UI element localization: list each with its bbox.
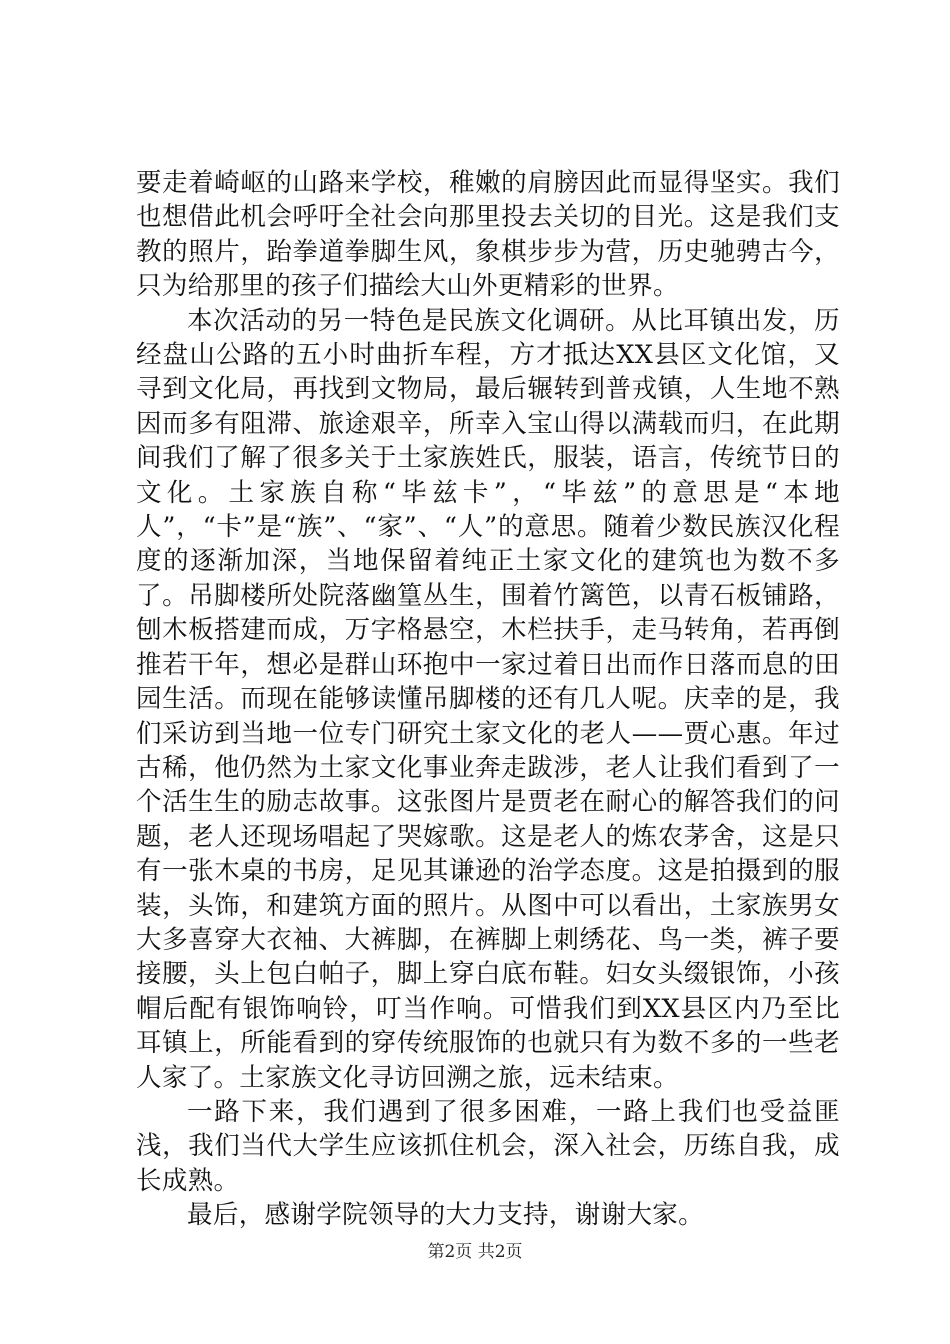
page-number-footer: 第2页 共2页 [427, 1242, 523, 1262]
document-body [136, 166, 840, 1233]
paragraph-ethnic-culture-research: 本次活动的另一特色是民族文化调研。从比耳镇出发，历经盘山公路的五小时曲折车程，方才抵达XX县区文化馆，又寻到文化局，再找到文物局，最后辗转到普戎镇，人生地不熟因而多有阻滞、旅途艰辛，所幸入宝山得以满载而归，在此期间我们了解了很多关于土家族姓氏，服装，语言，传统节日的文化。土家族自称“毕兹卡”，“毕兹”的意思是“本地人”，“卡”是“族”、“家”、“人”的意思。随着少数民族汉化程度的逐渐加深，当地保留着纯正土家文化的建筑也为数不多了。吊脚楼所处院落幽篁丛生，围着竹篱笆，以青石板铺路，刨木板搭建而成，万字格悬空，木栏扶手，走马转角，若再倒推若干年，想必是群山环抱中一家过着日出而作日落而息的田园生活。而现在能够读懂吊脚楼的还有几人呢。庆幸的是，我们采访到当地一位专门研究土家文化的老人——贾心惠。年过古稀，他仍然为土家文化事业奔走跋涉，老人让我们看到了一个活生生的励志故事。这张图片是贾老在耐心的解答我们的问题，老人还现场唱起了哭嫁歌。这是老人的炼农茅舍，这是只有一张木桌的书房，足见其谦逊的治学态度。这是拍摄到的服装，头饰，和建筑方面的照片。从图中可以看出，土家族男女大多喜穿大衣袖、大裤脚，在裤脚上刺绣花、鸟一类，裤子要接腰，头上包白帕子，脚上穿白底布鞋。妇女头缀银饰，小孩帽后配有银饰响铃，叮当作响。可惜我们到XX县区内乃至比耳镇上，所能看到的穿传统服饰的也就只有为数不多的一些老人家了。土家族文化寻访回溯之旅，远未结束。 [136, 305, 840, 1093]
paragraph-summary: 一路下来，我们遇到了很多困难，一路上我们也受益匪浅，我们当代大学生应该抓住机会，深入社会，历练自我，成长成熟。 [136, 1096, 840, 1196]
paragraph-thanks: 最后，感谢学院领导的大力支持，谢谢大家。 [187, 1200, 705, 1231]
paragraph-continued: 要走着崎岖的山路来学校，稚嫩的肩膀因此而显得坚实。我们也想借此机会呼吁全社会向那里投去关切的目光。这是我们支教的照片，跆拳道拳脚生风，象棋步步为营，历史驰骋古今，只为给那里的孩子们描绘大山外更精彩的世界。 [136, 168, 840, 302]
